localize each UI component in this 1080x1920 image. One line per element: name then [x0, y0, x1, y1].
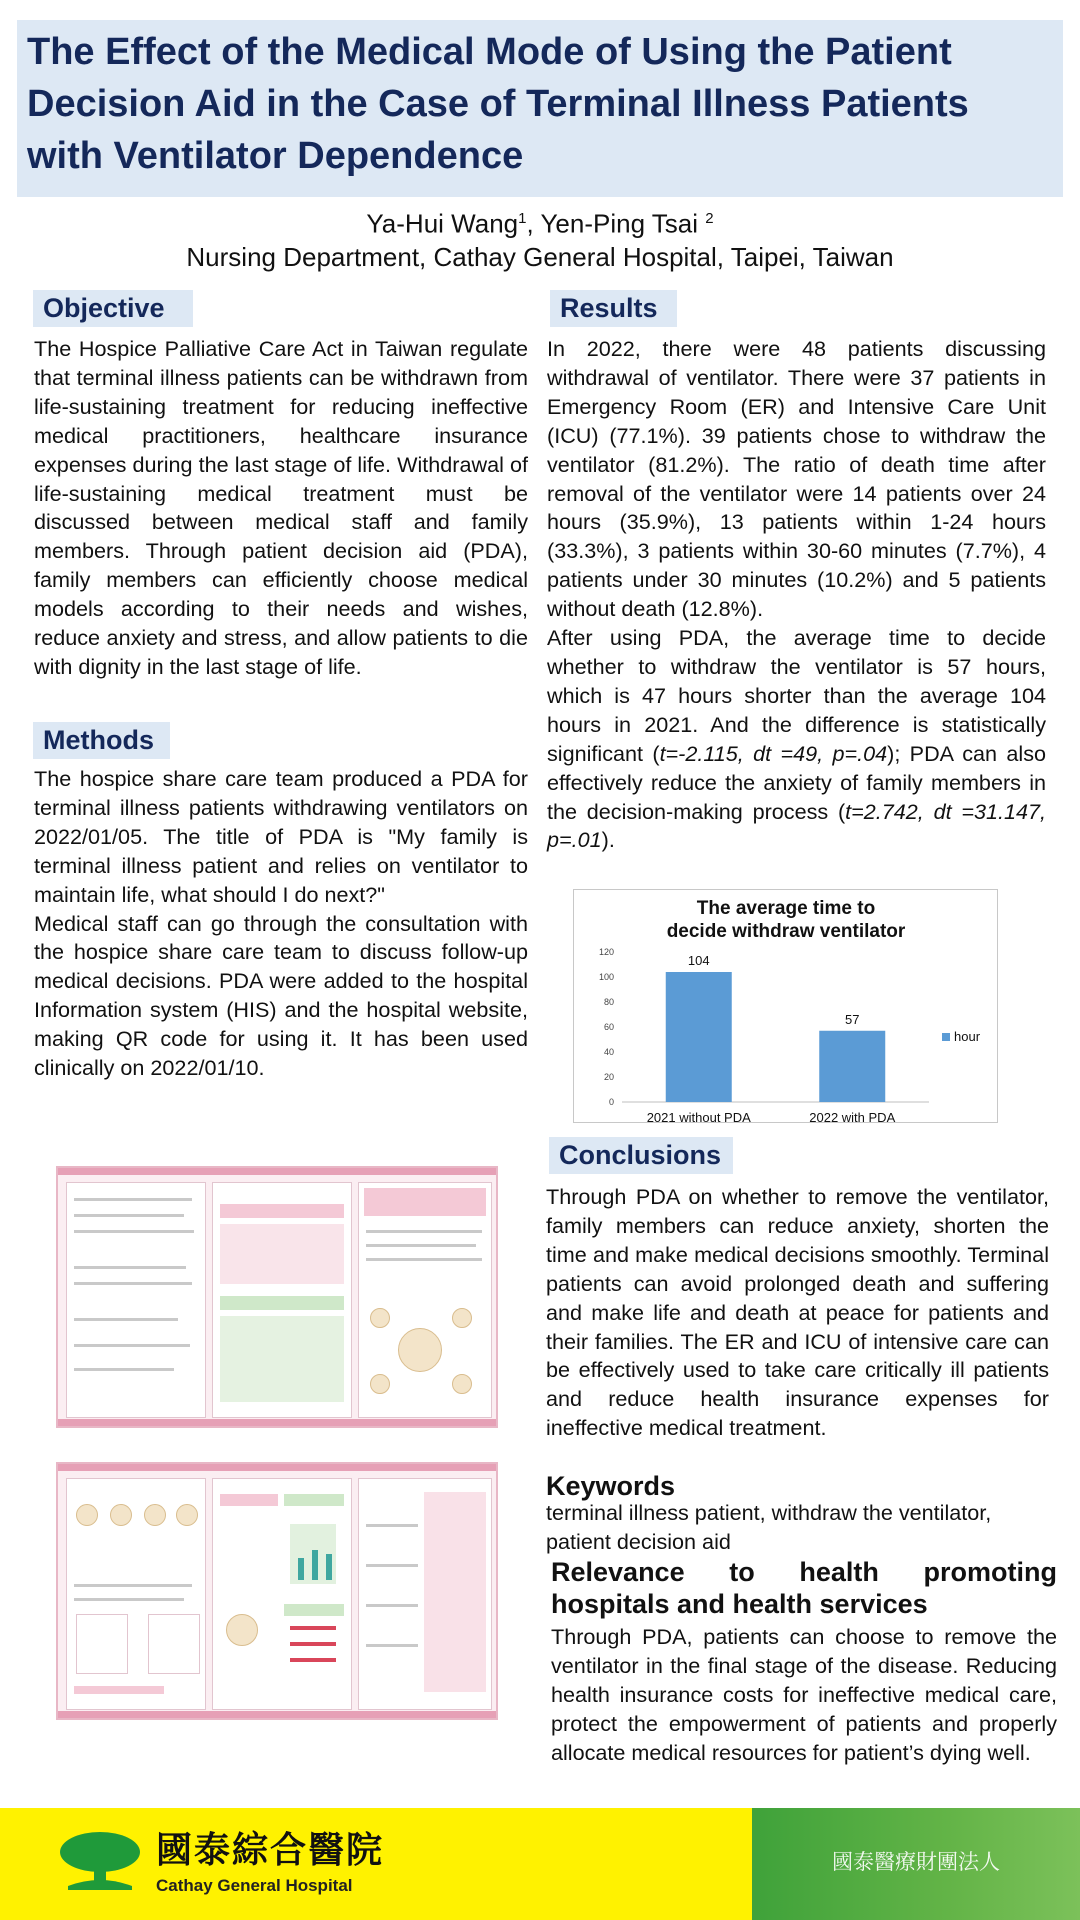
brochure-header-band [58, 1464, 496, 1471]
y-tick-label: 120 [598, 947, 614, 957]
keywords-text [546, 1499, 1066, 1557]
objective-text [34, 335, 528, 682]
methods-paragraph: Medical staff can go through the consultation with the hospice share care team to discuss follow-up medical decisions. PDA were added to the hospital Information system (HIS) and the hospital website, making QR code for using it. It has been used clinically on 2022/01/10. [34, 910, 528, 1081]
brochure-illustration [452, 1308, 472, 1328]
chart-data-label: 104 [687, 953, 710, 968]
y-tick-label: 80 [603, 997, 614, 1007]
author-separator: , [526, 208, 541, 239]
author-affiliation-mark: 2 [705, 210, 714, 227]
x-tick-label: 2021 without PDA [646, 1110, 751, 1124]
brochure-illustration [144, 1504, 166, 1526]
objective-heading: Objective [33, 290, 193, 327]
keywords-line: patient decision aid [546, 1528, 731, 1554]
brochure-text-line [366, 1604, 418, 1607]
y-tick-label: 60 [603, 1022, 614, 1032]
brochure-text-line [74, 1282, 192, 1285]
methods-text [34, 765, 528, 1083]
author-line [0, 200, 1080, 243]
brochure-illustration [76, 1504, 98, 1526]
relevance-heading: Relevance to health promoting hospitals and health services [551, 1557, 1057, 1619]
hospital-name-english: Cathay General Hospital [156, 1876, 353, 1895]
footer-green-panel [752, 1808, 1080, 1920]
brochure-chart-bar [326, 1554, 332, 1580]
brochure-footer-band [58, 1711, 496, 1718]
brochure-table-header [220, 1296, 344, 1310]
conclusions-text [546, 1183, 1049, 1443]
results-heading: Results [550, 290, 677, 327]
legend-label: hour [954, 1029, 981, 1044]
brochure-table-header [220, 1204, 344, 1218]
brochure-document-thumbnail [148, 1614, 200, 1674]
title-banner [17, 20, 1063, 197]
methods-paragraph: The hospice share care team produced a PDA for terminal illness patients withdrawing ventilators on 2022/01/05. The title of PDA is "My family is terminal illness patient and relies on ventilator to maintain life, what should I do next?" [34, 766, 528, 907]
brochure-illustration [370, 1308, 390, 1328]
brochure-table-header [220, 1494, 278, 1506]
relevance-text [551, 1623, 1057, 1768]
t-test-statistic: t=2.742, dt =31.147, p=.01 [547, 798, 1046, 853]
keywords-line: terminal illness patient, withdraw the ventilator, [546, 1500, 992, 1525]
chart-data-label: 57 [845, 1011, 860, 1027]
brochure-text-line [74, 1368, 174, 1371]
poster-title: The Effect of the Medical Mode of Using the Patient Decision Aid in the Case of Terminal Illness Patients with Ventilator Dependence [27, 31, 969, 177]
t-test-statistic: t=-2.115, dt =49, p=.04 [659, 740, 888, 766]
brochure-panel [66, 1182, 206, 1418]
brochure-header-band [58, 1168, 496, 1175]
results-text-part: ). [601, 827, 615, 853]
brochure-progress-bar [290, 1642, 336, 1646]
brochure-text-line [366, 1244, 476, 1247]
brochure-text-line [74, 1214, 184, 1217]
brochure-text-line [366, 1564, 418, 1567]
bar-chart-panel [573, 889, 998, 1123]
chart-title: The average time to [696, 898, 876, 919]
brochure-text-line [74, 1266, 186, 1269]
author-affiliation-mark: 1 [518, 210, 527, 227]
conclusions-heading: Conclusions [549, 1137, 733, 1174]
keywords-heading: Keywords [546, 1471, 676, 1501]
chart-title: decide withdraw ventilator [666, 921, 906, 942]
brochure-illustration [110, 1504, 132, 1526]
pda-brochure-image-2 [56, 1462, 498, 1720]
brochure-table [220, 1224, 344, 1284]
y-tick-label: 20 [603, 1072, 614, 1082]
brochure-text-line [74, 1344, 190, 1347]
legend-swatch [942, 1033, 950, 1041]
pda-brochure-image-1 [56, 1166, 498, 1428]
bar-chart [574, 890, 999, 1124]
methods-heading: Methods [33, 722, 170, 759]
brochure-text-line [74, 1230, 194, 1233]
results-text-part: ); PDA can also effectively reduce the anxiety of family members in the decision-making process ( [547, 740, 1046, 824]
hospital-name-chinese: 國泰綜合醫院 [156, 1830, 385, 1871]
objective-paragraph: The Hospice Palliative Care Act in Taiwan regulate that terminal illness patients can be withdrawn from life-sustaining treatment for reducing ineffective medical practitioners, healthcare insurance expenses during the last stage of life. Withdrawal of life-sustaining medical treatment must be discussed between medical staff and family members. Through patient decision aid (PDA), family members can efficiently choose medical models according to their needs and wishes, reduce anxiety and stress, and allow patients to die with dignity in the last stage of life. [34, 336, 528, 679]
brochure-chart-bar [312, 1550, 318, 1580]
brochure-illustration [398, 1328, 442, 1372]
chart-bar [666, 972, 732, 1102]
brochure-document-thumbnail [76, 1614, 128, 1674]
affiliation: Nursing Department, Cathay General Hospital, Taipei, Taiwan [186, 242, 894, 272]
brochure-table-header [284, 1604, 344, 1616]
conclusions-paragraph: Through PDA on whether to remove the ventilator, family members can reduce anxiety, shorten the time and make medical decisions smoothly. Terminal patients can avoid prolonged death and suffering and make life and death at peace for patients and their families. The ER and ICU of intensive care can be effectively used to take care critically ill patients and reduce health insurance expenses for ineffective medical treatment. [546, 1184, 1049, 1441]
results-text-part: After using PDA, the average time to decide whether to withdraw the ventilator is 57 hours, which is 47 hours shorter than the average 104 hours in 2021. And the difference is statistically significant ( [547, 625, 1046, 766]
results-paragraph [547, 624, 1046, 855]
brochure-illustration [176, 1504, 198, 1526]
brochure-text-line [74, 1584, 192, 1587]
chart-legend [942, 1029, 981, 1044]
brochure-text-line [366, 1524, 418, 1527]
brochure-text-line [74, 1318, 178, 1321]
brochure-progress-bar [290, 1658, 336, 1662]
brochure-pink-title [364, 1188, 486, 1216]
brochure-table [220, 1316, 344, 1402]
relevance-paragraph: Through PDA, patients can choose to remove the ventilator in the final stage of the disease. Reducing health insurance costs for ineffective medical care, protect the empowerment of patients and properly allocate medical resources for patient’s dying well. [551, 1624, 1057, 1765]
brochure-illustration [226, 1614, 258, 1646]
foundation-name: 國泰醫療財團法人 [832, 1850, 1000, 1874]
y-tick-label: 0 [608, 1097, 614, 1107]
brochure-text-line [366, 1644, 418, 1647]
y-tick-label: 100 [598, 972, 614, 982]
x-tick-label: 2022 with PDA [809, 1110, 896, 1124]
brochure-chart-bar [298, 1558, 304, 1580]
brochure-text-line [74, 1198, 192, 1201]
footer-band [0, 1808, 1080, 1920]
brochure-checklist [424, 1492, 486, 1692]
brochure-text-line [74, 1598, 184, 1601]
results-text [547, 335, 1046, 855]
author-name: Yen-Ping Tsai [540, 208, 706, 239]
chart-bars [647, 953, 896, 1124]
brochure-illustration [452, 1374, 472, 1394]
brochure-table-header [284, 1494, 344, 1506]
brochure-panel [212, 1478, 352, 1710]
brochure-footer-band [58, 1419, 496, 1426]
chart-bar [819, 1031, 885, 1102]
brochure-text-line [366, 1258, 482, 1261]
results-paragraph: In 2022, there were 48 patients discussing withdrawal of ventilator. There were 37 patients in Emergency Room (ER) and Intensive Care Unit (ICU) (77.1%). 39 patients chose to withdraw the ventilator (81.2%). The ratio of death time after removal of the ventilator were 14 patients over 24 hours (35.9%), 13 patients within 1-24 hours (33.3%), 3 patients within 30-60 minutes (7.7%), 4 patients under 30 minutes (10.2%) and 5 patients without death (12.8%). [547, 336, 1046, 622]
brochure-illustration [370, 1374, 390, 1394]
brochure-pink-text [74, 1686, 164, 1694]
brochure-text-line [366, 1230, 482, 1233]
author-name: Ya-Hui Wang [366, 208, 519, 239]
tree-logo-icon [58, 1830, 142, 1892]
y-tick-label: 40 [603, 1047, 614, 1057]
brochure-progress-bar [290, 1626, 336, 1630]
